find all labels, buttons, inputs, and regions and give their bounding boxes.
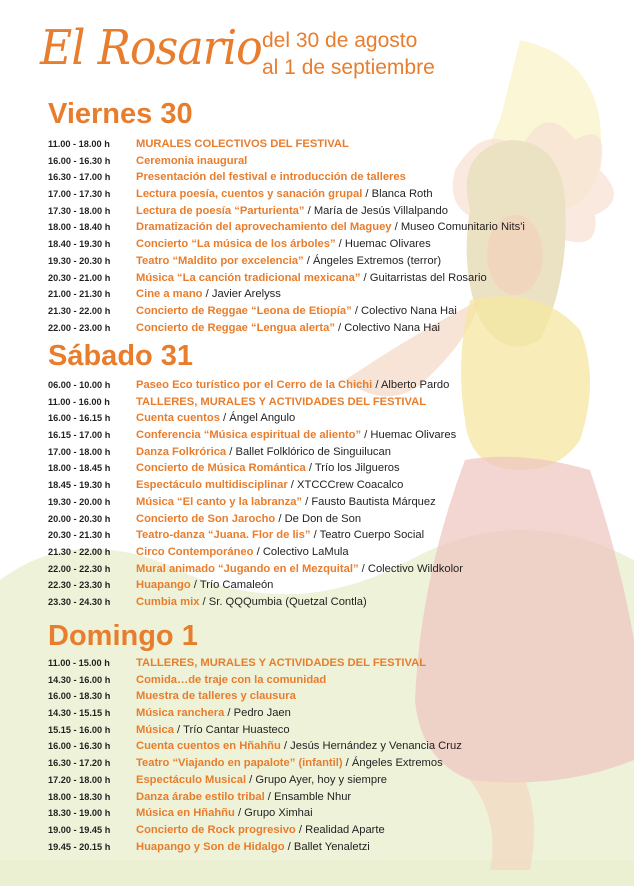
- event-performer: Grupo Ximhai: [244, 807, 313, 820]
- separator-slash: /: [360, 271, 370, 284]
- schedule-row: [48, 755, 462, 772]
- event-title: Lectura de poesía “Parturienta”: [136, 204, 305, 217]
- event-performer: Realidad Aparte: [305, 823, 385, 836]
- event-title: Música en Hñahñu: [136, 807, 235, 820]
- separator-slash: /: [284, 840, 294, 853]
- event-title: Espectáculo multidisciplinar: [136, 479, 288, 492]
- event-time: 11.00 - 16.00 h: [48, 396, 110, 407]
- event-title: Cuenta cuentos en Hñahñu: [136, 740, 281, 753]
- event-title: Teatro “Viajando en papalote” (infantil): [136, 757, 343, 770]
- event-time: 19.30 - 20.00 h: [48, 496, 111, 507]
- event-time: 16.30 - 17.20 h: [48, 758, 111, 769]
- separator-slash: /: [202, 288, 212, 301]
- event-title: Teatro-danza “Juana. Flor de lis”: [136, 529, 311, 542]
- festival-dates: [262, 27, 435, 81]
- event-title: Muestra de talleres y clausura: [136, 690, 296, 703]
- event-title: Concierto de Reggae “Leona de Etiopía”: [136, 304, 352, 317]
- event-time: 21.00 - 21.30 h: [48, 289, 111, 300]
- schedule-row: [48, 427, 463, 444]
- event-performer: María de Jesús Villalpando: [313, 204, 448, 217]
- schedule-row: [48, 822, 462, 839]
- separator-slash: /: [303, 254, 313, 267]
- schedule-row: [48, 236, 525, 253]
- schedule-row: [48, 494, 463, 511]
- separator-slash: /: [391, 221, 401, 234]
- separator-slash: /: [372, 379, 381, 391]
- event-title: Dramatización del aprovechamiento del Maguey: [136, 221, 392, 234]
- event-time: 19.30 - 20.30 h: [48, 255, 111, 266]
- event-time: 06.00 - 10.00 h: [48, 380, 111, 390]
- event-title: Música ranchera: [136, 707, 225, 720]
- schedule-sunday: [48, 655, 462, 855]
- event-title: Música “El canto y la labranza”: [136, 495, 303, 508]
- event-performer: Sr. QQQumbia (Quetzal Contla): [208, 595, 367, 608]
- separator-slash: /: [219, 412, 230, 425]
- event-time: 16.00 - 16.30 h: [48, 155, 111, 166]
- event-time: 21.30 - 22.00 h: [48, 305, 111, 316]
- schedule-row: [48, 320, 525, 337]
- event-performer: Guitarristas del Rosario: [369, 271, 487, 284]
- schedule-row: [48, 444, 463, 461]
- event-title: Huapango y Son de Hidalgo: [136, 840, 285, 853]
- event-time: 23.30 - 24.30 h: [48, 596, 111, 607]
- separator-slash: /: [224, 707, 234, 720]
- separator-slash: /: [287, 479, 298, 492]
- event-title: Concierto de Música Romántica: [136, 462, 306, 475]
- event-time: 19.00 - 19.45 h: [48, 824, 111, 835]
- day-title-saturday: Sábado 31: [48, 340, 194, 372]
- event-time: 15.15 - 16.00 h: [48, 724, 111, 735]
- separator-slash: /: [305, 462, 315, 475]
- schedule-row: [48, 561, 463, 578]
- schedule-row: [48, 511, 463, 528]
- event-time: 19.45 - 20.15 h: [48, 841, 111, 852]
- event-time: 18.45 - 19.30 h: [48, 480, 111, 491]
- schedule-row: [48, 839, 462, 856]
- event-performer: Colectivo Nana Hai: [344, 321, 441, 334]
- separator-slash: /: [280, 740, 291, 753]
- separator-slash: /: [362, 188, 372, 201]
- event-title: Comida…de traje con la comunidad: [136, 673, 327, 686]
- schedule-row: [48, 477, 463, 494]
- schedule-row: [48, 286, 525, 303]
- schedule-row: [48, 672, 462, 689]
- event-title: Concierto de Reggae “Lengua alerta”: [136, 321, 335, 334]
- event-time: 20.00 - 20.30 h: [48, 513, 111, 524]
- event-title: Ceremonia inaugural: [136, 154, 248, 167]
- event-title: Espectáculo Musical: [136, 773, 247, 786]
- event-performer: Blanca Roth: [371, 188, 433, 201]
- event-performer: Ballet Folklórico de Singuilucan: [235, 445, 391, 458]
- event-time: 16.00 - 16.30 h: [48, 741, 111, 752]
- event-title: Danza Folkrórica: [136, 445, 227, 458]
- schedule-row: [48, 460, 463, 477]
- event-title: Música “La canción tradicional mexicana”: [136, 271, 361, 284]
- event-time: 16.00 - 18.30 h: [48, 691, 111, 702]
- event-performer: Ensamble Nhur: [274, 790, 352, 803]
- schedule-row: [48, 527, 463, 544]
- event-performer: Teatro Cuerpo Social: [319, 529, 425, 542]
- event-time: 16.30 - 17.00 h: [48, 172, 111, 183]
- event-time: 18.30 - 19.00 h: [48, 808, 111, 819]
- event-title: Música: [136, 723, 174, 736]
- event-title: Cumbia mix: [136, 595, 200, 608]
- separator-slash: /: [246, 773, 256, 786]
- event-title: Cuenta cuentos: [136, 412, 220, 425]
- event-performer: Trío los Jilgueros: [314, 462, 400, 475]
- schedule-row: [48, 203, 525, 220]
- event-time: 20.30 - 21.30 h: [48, 530, 111, 541]
- date-line-start: del 30 de agosto: [262, 29, 418, 52]
- separator-slash: /: [199, 595, 209, 608]
- event-time: 18.00 - 18.45 h: [48, 463, 111, 474]
- event-performer: Grupo Ayer, hoy y siempre: [255, 773, 388, 786]
- event-performer: Colectivo Wildkolor: [367, 562, 463, 575]
- event-title: TALLERES, MURALES Y ACTIVIDADES DEL FESTIVAL: [136, 395, 427, 408]
- event-title: Conferencia “Música espiritual de aliento”: [136, 429, 362, 442]
- event-time: 17.00 - 18.00 h: [48, 446, 111, 457]
- separator-slash: /: [342, 757, 352, 770]
- event-performer: Trío Camaleón: [199, 579, 274, 592]
- event-time: 17.20 - 18.00 h: [48, 774, 111, 785]
- event-title: Mural animado “Jugando en el Mezquital”: [136, 562, 359, 575]
- event-time: 16.15 - 17.00 h: [48, 430, 111, 441]
- separator-slash: /: [295, 823, 306, 836]
- schedule-row: [48, 410, 463, 427]
- event-time: 21.30 - 22.00 h: [48, 546, 111, 557]
- schedule-row: [48, 594, 463, 611]
- separator-slash: /: [361, 429, 371, 442]
- event-time: 14.30 - 15.15 h: [48, 708, 111, 719]
- event-time: 11.00 - 15.00 h: [48, 658, 110, 668]
- event-performer: Huemac Olivares: [370, 429, 457, 442]
- separator-slash: /: [226, 445, 236, 458]
- separator-slash: /: [275, 512, 285, 525]
- separator-slash: /: [310, 529, 320, 542]
- event-title: Teatro “Maldito por excelencia”: [136, 254, 304, 267]
- festival-logo: El Rosario: [40, 20, 262, 76]
- schedule-row: [48, 789, 462, 806]
- schedule-row: [48, 219, 525, 236]
- schedule-row: [48, 186, 525, 203]
- separator-slash: /: [351, 304, 362, 317]
- event-title: MURALES COLECTIVOS DEL FESTIVAL: [136, 138, 349, 150]
- event-performer: Ballet Yenaletzi: [293, 840, 370, 853]
- separator-slash: /: [173, 723, 184, 736]
- schedule-row: [48, 577, 463, 594]
- separator-slash: /: [304, 204, 314, 217]
- event-performer: XTCCCrew Coacalco: [297, 479, 404, 492]
- schedule-row: [48, 738, 462, 755]
- schedule-row: [48, 705, 462, 722]
- event-performer: Javier Arelyss: [211, 288, 281, 301]
- event-title: Lectura poesía, cuentos y sanación grupal: [136, 188, 363, 201]
- event-title: Concierto de Rock progresivo: [136, 823, 296, 836]
- event-performer: Museo Comunitario Nits'i: [400, 221, 525, 234]
- event-title: Cine a mano: [136, 288, 203, 301]
- event-title: Paseo Eco turístico por el Cerro de la Chichi: [136, 379, 373, 391]
- event-title: Circo Contemporáneo: [136, 545, 254, 558]
- event-time: 16.00 - 16.15 h: [48, 413, 111, 424]
- schedule-row: [48, 169, 525, 186]
- separator-slash: /: [335, 238, 345, 251]
- event-time: 18.40 - 19.30 h: [48, 239, 111, 250]
- separator-slash: /: [190, 579, 200, 592]
- event-performer: Trío Cantar Huasteco: [183, 723, 290, 736]
- event-performer: De Don de Son: [284, 512, 362, 525]
- schedule-row: [48, 270, 525, 287]
- schedule-row: [48, 688, 462, 705]
- event-time: 17.00 - 17.30 h: [48, 189, 111, 200]
- schedule-row: [48, 722, 462, 739]
- schedule-saturday: [48, 377, 463, 611]
- event-time: 18.00 - 18.40 h: [48, 222, 111, 233]
- event-time: 11.00 - 18.00 h: [48, 139, 110, 149]
- event-time: 18.00 - 18.30 h: [48, 791, 111, 802]
- event-title: Concierto “La música de los árboles”: [136, 238, 336, 251]
- event-performer: Huemac Olivares: [344, 238, 431, 251]
- event-title: Presentación del festival e introducción de talleres: [136, 171, 406, 184]
- event-title: Huapango: [136, 579, 191, 592]
- event-time: 20.30 - 21.00 h: [48, 272, 111, 283]
- event-time: 17.30 - 18.00 h: [48, 205, 111, 216]
- event-time: 22.00 - 23.00 h: [48, 322, 111, 333]
- event-performer: Ángel Angulo: [229, 412, 296, 425]
- separator-slash: /: [334, 321, 345, 334]
- separator-slash: /: [264, 790, 275, 803]
- separator-slash: /: [302, 495, 312, 508]
- schedule-row: [48, 136, 525, 153]
- separator-slash: /: [234, 807, 245, 820]
- event-performer: Colectivo LaMula: [262, 545, 349, 558]
- event-time: 22.30 - 23.30 h: [48, 580, 111, 591]
- schedule-row: [48, 805, 462, 822]
- separator-slash: /: [253, 545, 263, 558]
- schedule-row: [48, 655, 462, 672]
- schedule-row: [48, 377, 463, 394]
- schedule-friday: [48, 136, 525, 336]
- event-performer: Fausto Bautista Márquez: [311, 495, 436, 508]
- event-performer: Ángeles Extremos (terror): [312, 254, 442, 267]
- schedule-row: [48, 153, 525, 170]
- schedule-row: [48, 253, 525, 270]
- schedule-row: [48, 772, 462, 789]
- separator-slash: /: [358, 562, 368, 575]
- event-time: 14.30 - 16.00 h: [48, 674, 111, 685]
- event-title: Concierto de Son Jarocho: [136, 512, 276, 525]
- schedule-row: [48, 394, 463, 411]
- day-title-sunday: Domingo 1: [48, 620, 198, 652]
- event-time: 22.00 - 22.30 h: [48, 563, 111, 574]
- date-line-end: al 1 de septiembre: [262, 56, 435, 79]
- schedule-row: [48, 303, 525, 320]
- schedule-row: [48, 544, 463, 561]
- event-performer: Jesús Hernández y Venancia Cruz: [290, 740, 462, 753]
- event-title: Danza árabe estilo tribal: [136, 790, 265, 803]
- event-title: TALLERES, MURALES Y ACTIVIDADES DEL FESTIVAL: [136, 657, 427, 669]
- event-performer: Alberto Pardo: [380, 379, 450, 391]
- event-performer: Colectivo Nana Hai: [361, 304, 457, 317]
- event-performer: Pedro Jaen: [233, 707, 291, 720]
- event-performer: Ángeles Extremos: [351, 757, 443, 770]
- day-title-friday: Viernes 30: [48, 98, 193, 130]
